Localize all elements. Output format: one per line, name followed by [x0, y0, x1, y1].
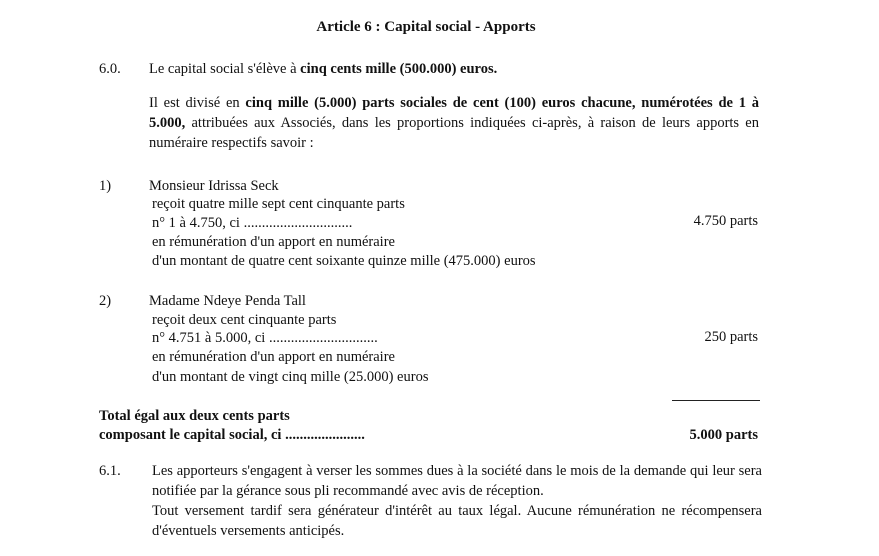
- shares-division-paragraph: [149, 93, 759, 153]
- shares-division-bold: cinq mille (5.000) parts sociales de cent (100) euros chacune, numérotées de 1 à 5.000,: [149, 95, 760, 131]
- capital-statement-text: Le capital social s'élève à: [149, 61, 301, 77]
- section-number-6-0: 6.0.: [99, 61, 121, 77]
- associate-2-remuneration: en rémunération d'un apport en numéraire: [152, 349, 395, 365]
- associate-1-number: 1): [99, 178, 112, 194]
- associate-1-name: Monsieur Idrissa Seck: [149, 178, 279, 194]
- associate-1-amount: d'un montant de quatre cent soixante quinze mille (475.000) euros: [152, 253, 536, 269]
- associate-2-receives: reçoit deux cent cinquante parts: [152, 312, 337, 328]
- total-shares: 5.000 parts: [689, 427, 758, 443]
- associate-1-remuneration: en rémunération d'un apport en numéraire: [152, 234, 395, 250]
- article-title: Article 6 : Capital social - Apports: [316, 19, 536, 35]
- total-rule: [672, 400, 760, 401]
- associate-1-receives: reçoit quatre mille sept cent cinquante parts: [152, 196, 405, 212]
- capital-amount: cinq cents mille (500.000) euros.: [300, 61, 498, 77]
- shares-division-intro: Il est divisé en: [149, 95, 246, 111]
- associate-2-name: Madame Ndeye Penda Tall: [149, 293, 306, 309]
- total-line-1: Total égal aux deux cents parts: [99, 408, 290, 424]
- associate-2-range: n° 4.751 à 5.000, ci ..............................: [152, 330, 378, 346]
- associate-2-amount: d'un montant de vingt cinq mille (25.000) euros: [152, 369, 429, 385]
- total-line-2: composant le capital social, ci ......................: [99, 427, 365, 443]
- associate-1-range: n° 1 à 4.750, ci ..............................: [152, 215, 353, 231]
- late-payment-paragraph: Tout versement tardif sera générateur d'intérêt au taux légal. Aucune rémunération ne récompensera d'éventuels versements anticipés.: [152, 503, 762, 539]
- associate-2-shares: 250 parts: [704, 329, 758, 345]
- payment-obligation-paragraph: Les apporteurs s'engagent à verser les sommes dues à la société dans le mois de la demande qui leur sera notifiée par la gérance sous pli recommandé avec avis de réception.: [152, 463, 762, 499]
- associate-1-shares: 4.750 parts: [693, 213, 758, 229]
- section-number-6-1: 6.1.: [99, 463, 121, 479]
- shares-division-rest: attribuées aux Associés, dans les proportions indiquées ci-après, à raison de leurs apports en numéraire respectifs savoir :: [149, 115, 759, 151]
- capital-statement: [149, 60, 497, 78]
- associate-2-number: 2): [99, 293, 112, 309]
